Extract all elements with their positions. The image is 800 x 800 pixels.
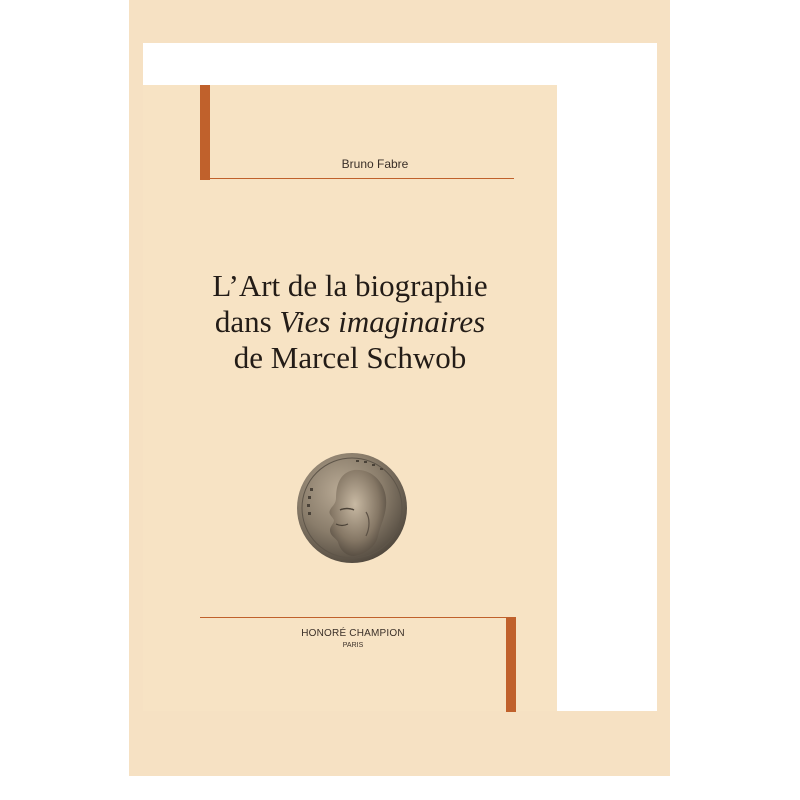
title-italic: Vies imaginaires — [279, 304, 486, 339]
bottom-accent-bar — [506, 617, 516, 712]
top-accent-bar — [200, 85, 210, 180]
title-line-2 — [143, 304, 557, 340]
publisher-block — [200, 628, 506, 649]
bottom-divider — [200, 617, 506, 618]
publisher-city: PARIS — [342, 642, 364, 649]
top-divider — [210, 178, 514, 179]
title-line-2-prefix: dans — [214, 304, 280, 339]
portrait-medal-icon — [296, 452, 408, 564]
book-title — [143, 268, 557, 376]
title-line-1: L’Art de la biographie — [212, 268, 488, 303]
publisher-name: HONORÉ CHAMPION — [301, 628, 405, 639]
author-name: Bruno Fabre — [341, 157, 409, 171]
title-line-3: de Marcel Schwob — [233, 340, 467, 375]
